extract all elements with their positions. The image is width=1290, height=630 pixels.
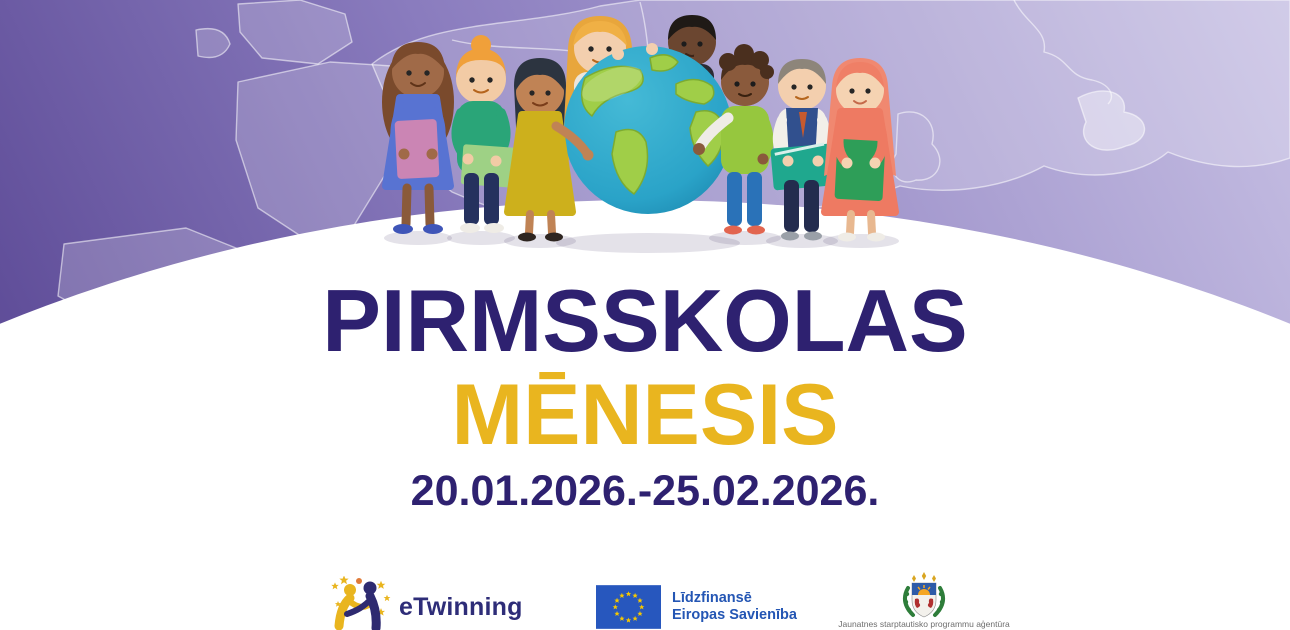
eu-cofunded-logo — [596, 585, 797, 629]
date-range: 20.01.2026.-25.02.2026. — [410, 467, 880, 515]
latvia-coat-of-arms-icon — [901, 572, 947, 618]
etwinning-icon — [326, 576, 392, 630]
agency-logo — [833, 572, 1015, 629]
eu-cofunded-line1: Līdzfinansē — [672, 590, 752, 607]
eu-cofunded-line2: Eiropas Savienība — [672, 607, 797, 623]
etwinning-logo — [326, 576, 523, 630]
page-title: PIRMSSKOLAS — [322, 271, 968, 370]
page-subtitle: MĒNESIS — [451, 367, 839, 463]
teal-book — [770, 143, 833, 190]
eu-flag-icon — [596, 585, 661, 629]
etwinning-label: eTwinning — [399, 592, 523, 621]
agency-caption: Jaunatnes starptautisko programmu aģentūra — [838, 619, 1010, 629]
child-coral-girl — [824, 58, 896, 242]
